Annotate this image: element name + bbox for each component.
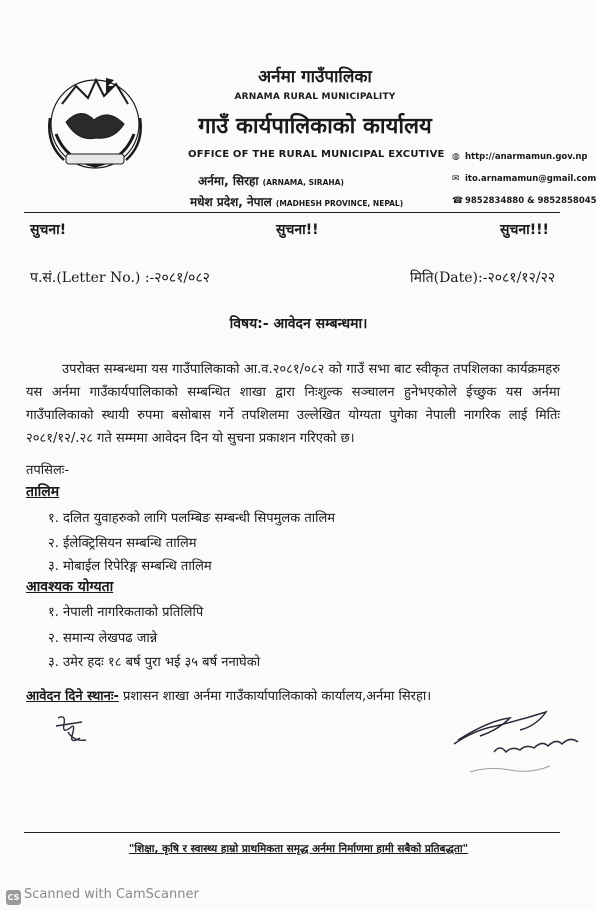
footer-text: "शिक्षा, कृषि र स्वास्थ्य हाम्रो प्राथमिकता समृद्ध अर्नमा निर्माणमा हामी सबैको प्रतिबद्धता" [128, 843, 469, 855]
office-title-np: गाउँ कार्यपालिकाको कार्यालय [198, 114, 432, 139]
envelope-icon: ✉ [452, 174, 460, 184]
requirements-heading: आवश्यक योग्यता [26, 579, 114, 595]
place-np: अर्नमा, सिरहा [198, 174, 259, 188]
office-title-en: OFFICE OF THE RURAL MUNICIPAL EXCUTIVE [188, 149, 445, 160]
header-divider [24, 212, 560, 213]
list-item: १. दलित युवाहरुको लागि पलम्बिङ सम्बन्धी सिपमुलक तालिम [48, 511, 336, 526]
phone-text: 9852834880 & 9852858045 [464, 196, 597, 206]
phone-icon: ☎ [452, 196, 464, 206]
list-item: ३. मोबाईल रिपेरिङ्ग सम्बन्धि तालिम [48, 559, 212, 574]
official-signature-icon [450, 700, 590, 784]
initials-signature-icon [52, 712, 96, 748]
list-item: २. समान्य लेखपढ जान्ने [48, 631, 158, 646]
list-item: ३. उमेर हदः १८ बर्ष पुरा भई ३५ बर्ष ननाघेको [48, 655, 261, 670]
province-en: (MADHESH PROVINCE, NEPAL) [275, 199, 404, 208]
footer-motto [0, 842, 597, 856]
place-en: (ARNAMA, SIRAHA) [262, 178, 344, 187]
office-name-en: ARNAMA RURAL MUNICIPALITY [234, 92, 396, 102]
watermark-text: Scanned with CamScanner [24, 887, 199, 902]
training-heading: तालिम [26, 484, 60, 500]
notice-label-2: सुचना!! [276, 222, 319, 238]
website-link[interactable] [452, 152, 587, 162]
application-place-label: आवेदन दिने स्थानः- [26, 689, 119, 704]
details-label: तपसिलः- [26, 463, 70, 478]
website-text: http://anarmamun.gov.np [464, 152, 588, 162]
province-np: मधेश प्रदेश, नेपाल [190, 195, 272, 209]
globe-icon: ◍ [452, 152, 460, 162]
application-place [26, 686, 431, 704]
camscanner-logo-icon: CS [6, 890, 21, 905]
email-text: ito.arnamamun@gmail.com [464, 174, 597, 184]
scanner-watermark [6, 887, 199, 905]
email-link[interactable] [452, 174, 596, 184]
notice-label-1: सुचना! [30, 222, 67, 238]
footer-divider [24, 832, 560, 833]
office-name-np: अर्नमा गाउँपालिका [258, 67, 372, 87]
phone-number [452, 196, 597, 206]
application-place-value: प्रशासन शाखा अर्नमा गाउँकार्यापालिकाको कार्यालय,अर्नमा सिरहा। [123, 689, 432, 704]
list-item: १. नेपाली नागरिकताको प्रतिलिपि [48, 605, 204, 620]
office-province [190, 193, 403, 210]
letter-number: प.सं.(Letter No.) :-२०८१/०८२ [30, 270, 210, 286]
list-item: २. ईलेक्ट्रिसियन सम्बन्धि तालिम [48, 536, 197, 551]
office-place [198, 172, 344, 189]
letter-date: मिति(Date):-२०८१/१२/२२ [410, 270, 556, 286]
notice-label-3: सुचना!!! [500, 222, 549, 238]
nepal-emblem-icon [36, 64, 154, 182]
letter-subject: विषय:- आवेदन सम्बन्धमा। [229, 316, 368, 332]
letter-body: उपरोक्त सम्बन्धमा यस गाउँपालिकाको आ.व.२०८१/०८२ को गाउँ सभा बाट स्वीकृत तपशिलका कार्यक्रमहरु यस अर्नमा गाउँकार्यपालिकाको सम्बन्धित शाखा द्वारा निःशुल्क सञ्चालन हुनेभएकोले ईच्छुक यस अर्नमा गाउँपालिकाको स्थायी रुपमा बसोबास गर्ने तपशिलमा उल्लेखित योग्यता पुगेका नेपाली नागरिक लाई मितिः २०८१/१२/.२८ गते सम्ममा आवेदन दिन यो सुचना प्रकाशन गरिएको छ। [26, 362, 560, 446]
